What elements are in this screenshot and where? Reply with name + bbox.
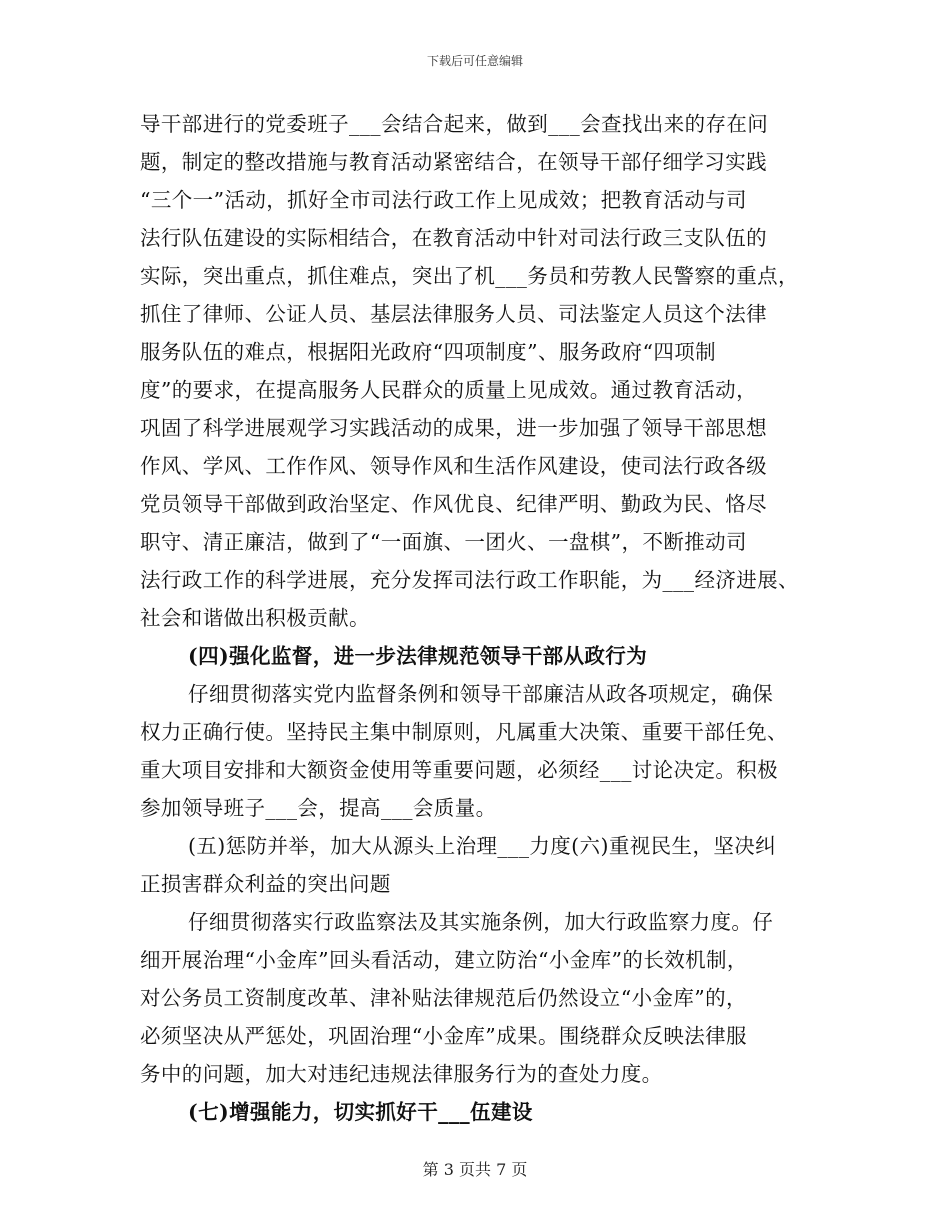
page-number: 第 3 页共 7 页 (422, 1160, 528, 1179)
section-heading: (四)强化监督，进一步法律规范领导干部从政行为 (188, 644, 648, 668)
body-line: 服务队伍的难点，根据阳光政府“四项制度”、服务政府“四项制 (140, 340, 717, 364)
body-line: 题，制定的整改措施与教育活动紧密结合，在领导干部仔细学习实践 (140, 150, 767, 174)
body-line: 抓住了律师、公证人员、基层法律服务人员、司法鉴定人员这个法律 (140, 302, 767, 326)
body-line: 党员领导干部做到政治坚定、作风优良、纪律严明、勤政为民、恪尽 (140, 492, 767, 516)
document-body (140, 105, 830, 1131)
body-line: 法行队伍建设的实际相结合，在教育活动中针对司法行政三支队伍的 (140, 226, 767, 250)
body-line: 实际，突出重点，抓住难点，突出了机___务员和劳教人民警察的重点， (140, 264, 799, 288)
paragraph-first-line: 仔细贯彻落实党内监督条例和领导干部廉洁从政各项规定，确保 (188, 682, 774, 706)
paragraph-first-line: 仔细贯彻落实行政监察法及其实施条例，加大行政监察力度。仔 (188, 910, 774, 934)
body-line: 导干部进行的党委班子___会结合起来，做到___会查找出来的存在问 (140, 112, 769, 136)
body-line: 对公务员工资制度改革、津补贴法律规范后仍然设立“小金库”的， (140, 986, 747, 1010)
body-line: 细开展治理“小金库”回头看活动，建立防治“小金库”的长效机制， (140, 948, 748, 972)
section-heading: (七)增强能力，切实抓好干___伍建设 (188, 1100, 533, 1124)
page-header: 下载后可任意编辑 (426, 54, 523, 68)
body-line: 巩固了科学进展观学习实践活动的成果，进一步加强了领导干部思想 (140, 416, 767, 440)
body-line: 作风、学风、工作作风、领导作风和生活作风建设，使司法行政各级 (140, 454, 767, 478)
body-line: 权力正确行使。坚持民主集中制原则，凡属重大决策、重要干部任免、 (140, 720, 788, 744)
paragraph-first-line: (五)惩防并举，加大从源头上治理___力度(六)重视民生，坚决纠 (188, 834, 777, 858)
body-line: 度”的要求，在提高服务人民群众的质量上见成效。通过教育活动， (140, 378, 757, 402)
body-line: 重大项目安排和大额资金使用等重要问题，必须经___讨论决定。积极 (140, 758, 779, 782)
body-line: 职守、清正廉洁，做到了“一面旗、一团火、一盘棋”，不断推动司 (140, 530, 747, 554)
body-line: 正损害群众利益的突出问题 (140, 872, 391, 896)
body-line: 参加领导班子___会，提高___会质量。 (140, 796, 497, 820)
body-line: 必须坚决从严惩处，巩固治理“小金库”成果。围绕群众反映法律服 (140, 1024, 747, 1048)
body-line: “三个一”活动，抓好全市司法行政工作上见成效；把教育活动与司 (140, 188, 747, 212)
body-line: 社会和谐做出积极贡献。 (140, 606, 370, 630)
body-line: 法行政工作的科学进展，充分发挥司法行政工作职能，为___经济进展、 (140, 568, 799, 592)
body-line: 务中的问题，加大对违纪违规法律服务行为的查处力度。 (140, 1062, 663, 1086)
